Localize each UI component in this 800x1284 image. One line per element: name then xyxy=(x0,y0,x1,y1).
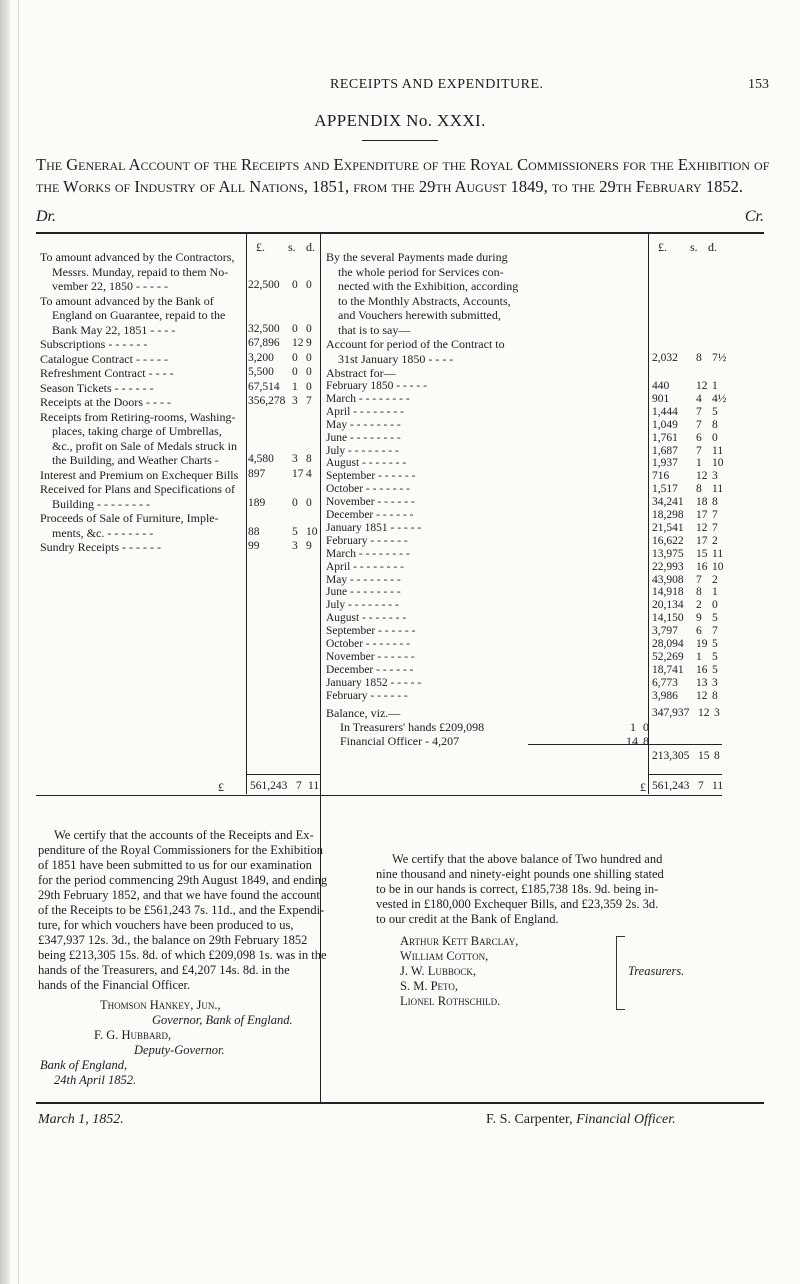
treasurer-name: S. M. Peto, xyxy=(400,979,458,993)
payment-d: 3 xyxy=(712,676,718,689)
right-currency-header xyxy=(652,240,722,254)
payment-pounds: 6,773 xyxy=(652,676,678,689)
payment-s: 8 xyxy=(696,586,702,599)
receipt-pounds: 67,514 xyxy=(248,380,280,393)
officer-balance-shillings: 14 xyxy=(626,734,638,748)
payment-month: October - - - - - - - xyxy=(326,638,410,650)
right-total-pounds: 561,243 xyxy=(652,780,690,792)
left-currency-header xyxy=(250,240,320,254)
left-total-pounds: 561,243 xyxy=(250,780,288,792)
receipt-line: Sundry Receipts - - - - - - xyxy=(40,540,161,554)
treasurer-name: William Cotton, xyxy=(400,949,489,963)
payment-d: 1 xyxy=(712,380,718,392)
payments-intro-line: and Vouchers herewith submitted, xyxy=(338,308,501,322)
payment-d: 5 xyxy=(712,612,718,625)
receipt-line: Building - - - - - - - - xyxy=(52,496,150,511)
treasurers-label: Treasurers. xyxy=(628,964,685,978)
payment-s: 4 xyxy=(696,392,702,405)
payment-row xyxy=(326,690,722,703)
payment-s: 1 xyxy=(696,650,702,663)
receipt-s: 12 xyxy=(292,337,304,349)
right-total-pence: 11 xyxy=(712,780,724,792)
payment-s: 12 xyxy=(696,521,708,534)
subtotal-pence: 3 xyxy=(714,707,720,719)
signature-hankey-role: Governor, Bank of England. xyxy=(152,1013,293,1027)
payment-d: 4½ xyxy=(712,392,727,405)
balance-treasurers xyxy=(340,720,650,735)
payment-s: 7 xyxy=(696,418,702,431)
payment-row xyxy=(326,419,722,432)
receipt-line: &c., profit on Sale of Medals struck in xyxy=(52,438,237,453)
treasurers-balance-pence: 0 xyxy=(643,720,649,734)
receipt-pounds: 4,580 xyxy=(248,453,274,465)
payment-d: 5 xyxy=(712,405,718,418)
treasurers-balance-label: In Treasurers' hands £209,098 xyxy=(340,720,485,734)
subtotal-shillings: 12 xyxy=(698,707,710,719)
payment-row xyxy=(326,638,722,651)
receipt-d: 8 xyxy=(306,453,312,465)
payment-pounds: 14,918 xyxy=(652,586,684,599)
officer-balance-label: Financial Officer - 4,207 xyxy=(340,734,460,748)
right-total-symbol: £ xyxy=(640,780,646,794)
treasurers-signatures xyxy=(400,934,620,1009)
payments-intro-line: the whole period for Services con- xyxy=(338,264,504,279)
payment-month: November - - - - - - xyxy=(326,496,415,509)
payment-month: July - - - - - - - - xyxy=(326,599,399,612)
payments-intro-line: Account for period of the Contract to xyxy=(326,337,505,351)
payment-d: 11 xyxy=(712,483,724,496)
payments-intro-line: to the Monthly Abstracts, Accounts, xyxy=(338,293,511,308)
payment-pounds: 28,094 xyxy=(652,638,684,650)
receipt-s: 0 xyxy=(292,366,298,378)
receipt-pounds: 67,896 xyxy=(248,337,280,349)
left-total-rule xyxy=(246,774,320,775)
payment-row xyxy=(326,612,722,625)
certification-line: for the period commencing 29th August 1849, and ending xyxy=(38,873,328,887)
payment-d: 8 xyxy=(712,418,718,431)
balance-officer xyxy=(340,734,650,749)
treasurers-brace xyxy=(616,936,625,1010)
left-total-symbol: £ xyxy=(218,780,224,794)
payment-month: June - - - - - - - - xyxy=(326,431,401,444)
payment-s: 7 xyxy=(696,405,702,418)
payment-s: 2 xyxy=(696,599,702,612)
page-number: 153 xyxy=(748,77,769,92)
abstract-label: Abstract for— xyxy=(326,366,396,380)
payment-d: 10 xyxy=(712,560,724,573)
payment-d: 5 xyxy=(712,638,718,650)
payment-s: 18 xyxy=(696,496,708,509)
footer-officer-name: F. S. Carpenter, xyxy=(486,1112,573,1127)
payment-pounds: 1,517 xyxy=(652,483,678,496)
payment-month: April - - - - - - - - xyxy=(326,405,404,418)
payment-d: 1 xyxy=(712,586,718,599)
payment-pounds: 18,741 xyxy=(652,663,684,676)
payment-pounds: 22,993 xyxy=(652,560,684,573)
payment-pounds: 3,797 xyxy=(652,625,678,638)
payment-pounds: 1,937 xyxy=(652,457,678,470)
left-total-pence: 11 xyxy=(308,780,320,792)
receipt-d: 10 xyxy=(306,525,318,538)
shillings-header: s. xyxy=(288,240,296,254)
payment-month: March - - - - - - - - xyxy=(326,547,410,560)
left-amount-column-rule xyxy=(246,234,247,794)
payment-row xyxy=(326,509,722,522)
payment-row xyxy=(326,677,722,690)
dr-label: Dr. xyxy=(36,208,57,225)
signature-hubbard-name: F. G. Hubbard, xyxy=(94,1028,172,1042)
pounds-header: £. xyxy=(256,240,265,254)
payment-s: 16 xyxy=(696,663,708,676)
footer-date: March 1, 1852. xyxy=(38,1112,124,1127)
certification-line: nine thousand and ninety-eight pounds one shilling stated xyxy=(376,867,664,881)
certification-line: to our credit at the Bank of England. xyxy=(376,912,559,926)
receipt-line: ments, &c. - - - - - - - xyxy=(52,525,154,540)
page-edge-shadow xyxy=(0,0,10,1284)
bank-certification xyxy=(38,828,328,993)
treasurer-name: J. W. Lubbock, xyxy=(400,964,477,978)
payment-pounds: 13,975 xyxy=(652,547,684,560)
payment-d: 7 xyxy=(712,521,718,534)
payment-month: January 1851 - - - - - xyxy=(326,521,422,534)
receipt-line: Catalogue Contract - - - - - xyxy=(40,351,168,366)
table-bottom-rule xyxy=(36,1102,764,1104)
shillings-header: s. xyxy=(690,240,698,254)
payment-s: 12 xyxy=(696,689,708,702)
receipt-s: 0 xyxy=(292,322,298,335)
payment-row xyxy=(326,586,722,599)
payment-row xyxy=(326,496,722,509)
payment-d: 0 xyxy=(712,599,718,612)
receipt-d: 9 xyxy=(306,540,312,552)
payment-month: September - - - - - - xyxy=(326,470,416,483)
payment-pounds: 440 xyxy=(652,380,670,392)
payment-row xyxy=(326,664,722,677)
payment-row xyxy=(326,432,722,445)
payment-d: 8 xyxy=(712,689,718,702)
payment-pounds: 1,761 xyxy=(652,431,678,444)
payment-d: 7 xyxy=(712,509,718,521)
certification-line: We certify that the accounts of the Receipts and Ex- xyxy=(54,828,314,842)
payment-d: 2 xyxy=(712,573,718,586)
treasurer-name: Lionel Rothschild. xyxy=(400,994,501,1008)
payment-month: December - - - - - - xyxy=(326,663,414,676)
payment-pounds: 716 xyxy=(652,470,670,483)
payment-s: 6 xyxy=(696,625,702,638)
receipt-d: 7 xyxy=(306,395,312,407)
payment-d: 8 xyxy=(712,496,718,509)
payment-d: 7 xyxy=(712,625,718,638)
signature-hankey-name: Thomson Hankey, Jun., xyxy=(100,998,221,1012)
payment-row xyxy=(326,599,722,612)
payment-month: December - - - - - - xyxy=(326,509,414,521)
payment-month: February 1850 - - - - - xyxy=(326,380,427,392)
payment-row xyxy=(326,535,722,548)
payment-pounds: 3,986 xyxy=(652,689,678,702)
payment-row xyxy=(326,651,722,664)
certification-line: hands of the Financial Officer. xyxy=(38,978,191,992)
receipt-pounds: 32,500 xyxy=(248,322,280,335)
payments-intro xyxy=(326,250,642,366)
payment-pounds: 14,150 xyxy=(652,612,684,625)
certification-line: hands of the Treasurers, and £4,207 14s. 8d. in the xyxy=(38,963,290,977)
left-bottom-rule xyxy=(36,795,320,796)
appendix-title: APPENDIX No. XXXI. xyxy=(314,111,486,130)
table-top-rule xyxy=(36,232,764,234)
receipt-pounds: 189 xyxy=(248,496,266,509)
payment-pounds: 16,622 xyxy=(652,534,684,547)
payment-month: March - - - - - - - - xyxy=(326,392,410,405)
receipt-d: 0 xyxy=(306,351,312,364)
payment-row xyxy=(326,457,722,470)
receipt-line: Receipts from Retiring-rooms, Washing- xyxy=(40,409,236,424)
payment-month: February - - - - - - xyxy=(326,534,408,547)
payment-s: 19 xyxy=(696,638,708,650)
receipt-d: 9 xyxy=(306,337,312,349)
payments-intro-line: 31st January 1850 - - - - xyxy=(338,351,454,366)
pounds-header: £. xyxy=(658,240,667,254)
left-total-shillings: 7 xyxy=(296,780,302,792)
payment-row xyxy=(326,445,722,458)
payments-intro-line: nected with the Exhibition, according xyxy=(338,279,519,293)
payment-pounds: 1,687 xyxy=(652,444,678,457)
payment-month: November - - - - - - xyxy=(326,650,415,663)
receipt-s: 0 xyxy=(292,279,298,291)
payment-pounds: 20,134 xyxy=(652,599,684,612)
receipt-s: 3 xyxy=(292,453,298,465)
payment-row xyxy=(326,392,727,406)
certification-line: of 1851 have been submitted to us for our examination xyxy=(38,858,312,872)
receipt-line: vember 22, 1850 - - - - - xyxy=(52,279,168,293)
right-total-rule xyxy=(648,774,722,775)
receipt-line: places, taking charge of Umbrellas, xyxy=(52,424,222,438)
payment-s: 1 xyxy=(696,457,702,470)
payment-row xyxy=(326,625,722,638)
dr-cr-row xyxy=(36,208,764,226)
page-edge-line xyxy=(18,0,19,1284)
certification-line: 29th February 1852, and that we have found the account xyxy=(38,888,320,902)
certification-line: ture, for which vouchers have been produced to us, xyxy=(38,918,294,932)
payment-month: January 1852 - - - - - xyxy=(326,676,422,689)
payment-s: 7 xyxy=(696,573,702,586)
receipt-d: 0 xyxy=(306,380,312,393)
footer-officer-title: Financial Officer. xyxy=(576,1112,676,1127)
receipt-line: Refreshment Contract - - - - xyxy=(40,366,174,380)
payment-pence: 7½ xyxy=(712,352,727,364)
footer-officer xyxy=(486,1112,676,1128)
payment-row xyxy=(326,380,722,393)
receipt-s: 0 xyxy=(292,351,298,364)
bank-signatures xyxy=(40,998,320,1088)
payment-month: April - - - - - - - - xyxy=(326,560,404,573)
payment-s: 16 xyxy=(696,560,708,573)
payment-d: 3 xyxy=(712,470,718,483)
receipt-pounds: 3,200 xyxy=(248,351,274,364)
certification-line: £347,937 12s. 3d., the balance on 29th February 1852 xyxy=(38,933,308,947)
balance-total-pence: 8 xyxy=(714,750,720,762)
running-header-title: RECEIPTS AND EXPENDITURE. xyxy=(330,77,544,92)
account-title: The General Account of the Receipts and Expenditure of the Royal Commissioners for the Exhibition of the Works of Industry of All Nations, 1851, from the 29th August 1849, to the 29th February 1852. xyxy=(36,155,770,196)
certification-line: penditure of the Royal Commissioners for the Exhibition xyxy=(38,843,324,857)
receipt-line: Bank May 22, 1851 - - - - xyxy=(52,322,176,337)
cr-label: Cr. xyxy=(744,208,764,225)
payment-s: 17 xyxy=(696,534,708,547)
receipt-d: 0 xyxy=(306,322,312,335)
payment-d: 11 xyxy=(712,444,724,457)
receipt-line: the Building, and Weather Charts - xyxy=(52,453,219,467)
receipt-line: Proceeds of Sale of Furniture, Imple- xyxy=(40,511,219,525)
receipt-line: England on Guarantee, repaid to the xyxy=(52,308,226,322)
payments-intro-line: that is to say— xyxy=(338,322,411,337)
pence-header: d. xyxy=(306,240,315,254)
payment-s: 13 xyxy=(696,676,708,689)
place-line-2: 24th April 1852. xyxy=(54,1073,137,1087)
payment-month: October - - - - - - - xyxy=(326,483,410,496)
receipt-line: Season Tickets - - - - - - xyxy=(40,380,154,395)
right-total-shillings: 7 xyxy=(698,780,704,792)
signature-hubbard-role: Deputy-Governor. xyxy=(134,1043,225,1057)
receipt-s: 3 xyxy=(292,540,298,552)
payment-s: 17 xyxy=(696,509,708,521)
payment-month: July - - - - - - - - xyxy=(326,444,399,457)
payment-month: August - - - - - - - xyxy=(326,457,407,470)
payment-row xyxy=(326,483,722,496)
payment-s: 8 xyxy=(696,483,702,496)
receipt-s: 5 xyxy=(292,525,298,538)
treasurers-certification xyxy=(376,852,766,927)
payment-pounds: 1,049 xyxy=(652,418,678,431)
payment-pounds: 901 xyxy=(652,392,670,405)
receipt-line: Subscriptions - - - - - - xyxy=(40,337,148,351)
receipt-line: To amount advanced by the Bank of xyxy=(40,293,214,308)
payment-pounds: 2,032 xyxy=(652,352,678,364)
payment-month: May - - - - - - - - xyxy=(326,573,401,586)
receipt-line: Receipts at the Doors - - - - xyxy=(40,395,171,409)
receipt-pounds: 99 xyxy=(248,540,260,552)
receipt-pounds: 897 xyxy=(248,467,266,480)
payment-pounds: 34,241 xyxy=(652,496,684,509)
payment-month: May - - - - - - - - xyxy=(326,418,401,431)
payment-s: 12 xyxy=(696,470,708,483)
payment-d: 5 xyxy=(712,663,718,676)
receipt-line: Interest and Premium on Exchequer Bills xyxy=(40,467,239,482)
payment-month: February - - - - - - xyxy=(326,689,408,702)
payment-pounds: 21,541 xyxy=(652,521,684,534)
certification-line: of the Receipts to be £561,243 7s. 11d., and the Expendi- xyxy=(38,903,325,917)
receipt-d: 0 xyxy=(306,366,312,378)
balance-total-pounds: 213,305 xyxy=(652,750,690,762)
payment-row xyxy=(326,522,722,535)
certification-line: We certify that the above balance of Two hundred and xyxy=(392,852,663,866)
payment-s: 6 xyxy=(696,431,702,444)
receipt-s: 0 xyxy=(292,496,298,509)
payments-intro-line: By the several Payments made during xyxy=(326,250,508,264)
receipt-pounds: 88 xyxy=(248,525,260,538)
place-line-1: Bank of England, xyxy=(40,1058,128,1072)
payment-pounds: 43,908 xyxy=(652,573,684,586)
treasurers-balance-shillings: 1 xyxy=(630,720,636,734)
payment-month: September - - - - - - xyxy=(326,625,416,638)
receipt-d: 0 xyxy=(306,279,312,291)
payment-row xyxy=(326,406,722,419)
payment-row xyxy=(326,548,722,561)
treasurer-name: Arthur Kett Barclay, xyxy=(400,934,519,948)
payment-month: August - - - - - - - xyxy=(326,612,407,625)
receipt-s: 3 xyxy=(292,395,298,407)
payment-row xyxy=(326,561,722,574)
receipt-line: Messrs. Munday, repaid to them No- xyxy=(52,264,229,279)
receipt-d: 4 xyxy=(306,467,312,480)
payment-shillings: 8 xyxy=(696,352,702,364)
receipt-line: Received for Plans and Specifications of xyxy=(40,482,235,496)
payment-row xyxy=(326,574,722,587)
payment-d: 5 xyxy=(712,650,718,663)
payment-s: 7 xyxy=(696,444,702,457)
receipt-pounds: 356,278 xyxy=(248,395,286,407)
right-bottom-rule xyxy=(320,795,722,796)
certification-line: being £213,305 15s. 8d. of which £209,098 1s. was in the xyxy=(38,948,327,962)
payment-d: 10 xyxy=(712,457,724,470)
payment-d: 11 xyxy=(712,547,724,560)
title-rule xyxy=(362,140,438,141)
subtotal-pounds: 347,937 xyxy=(652,707,690,719)
receipt-pounds: 5,500 xyxy=(248,366,274,378)
payment-pounds: 18,298 xyxy=(652,509,684,521)
certification-line: vested in £180,000 Exchequer Bills, and £23,359 2s. 3d. xyxy=(376,897,659,911)
receipt-line: To amount advanced by the Contractors, xyxy=(40,250,235,264)
payment-pounds: 52,269 xyxy=(652,650,684,663)
payment-s: 15 xyxy=(696,547,708,560)
receipt-d: 0 xyxy=(306,496,312,509)
receipt-pounds: 22,500 xyxy=(248,279,280,291)
payment-s: 9 xyxy=(696,612,702,625)
payment-row xyxy=(326,470,722,483)
receipt-s: 1 xyxy=(292,380,298,393)
center-divider-rule xyxy=(320,234,321,1102)
receipt-s: 17 xyxy=(292,467,304,480)
payment-pounds: 1,444 xyxy=(652,405,678,418)
balance-total-shillings: 15 xyxy=(698,750,710,762)
payment-s: 12 xyxy=(696,380,708,392)
payment-d: 0 xyxy=(712,431,718,444)
officer-balance-pence: 8 xyxy=(643,734,649,748)
pence-header: d. xyxy=(708,240,717,254)
payment-month: June - - - - - - - - xyxy=(326,586,401,599)
balance-label: Balance, viz.— xyxy=(326,706,401,720)
payment-d: 2 xyxy=(712,534,718,547)
certification-line: to be in our hands is correct, £185,738 18s. 9d. being in- xyxy=(376,882,659,896)
